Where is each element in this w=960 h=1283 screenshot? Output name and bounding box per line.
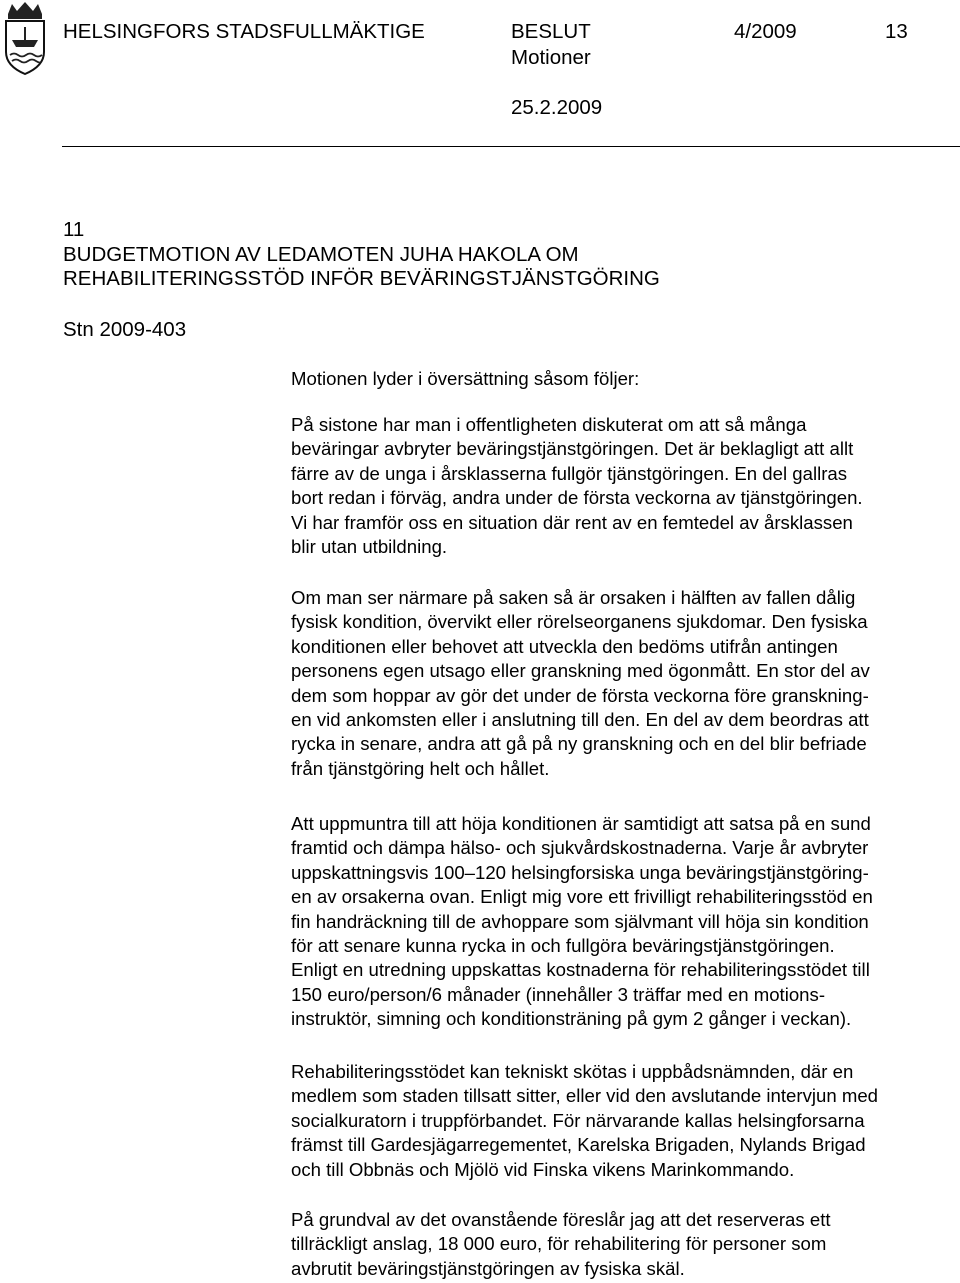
paragraph-2-line: dem som hoppar av gör det under de första veckorna före granskning-	[291, 684, 869, 706]
diary-number: Stn 2009-403	[63, 318, 187, 341]
header-number: 4/2009	[734, 20, 797, 43]
paragraph-5	[291, 1208, 960, 1281]
paragraph-4-line: Rehabiliteringsstödet kan tekniskt skötas i uppbådsnämnden, där en	[291, 1061, 854, 1082]
paragraph-1-line: blir utan utbildning.	[291, 535, 448, 557]
paragraph-2-line: konditionen eller behovet att utveckla den bedöms utifrån antingen	[291, 635, 838, 657]
header-date: 25.2.2009	[511, 96, 603, 119]
item-number: 11	[63, 218, 85, 241]
paragraph-1	[291, 413, 960, 559]
paragraph-2-line: personens egen utsago eller granskning med ögonmått. En stor del av	[291, 660, 870, 682]
paragraph-3	[291, 812, 960, 1032]
paragraph-5-line: avbrutit beväringstjänstgöringen av fysiska skäl.	[291, 1257, 685, 1279]
item-title-line-2: REHABILITERINGSSTÖD INFÖR BEVÄRINGSTJÄNSTGÖRING	[63, 267, 660, 290]
paragraph-3-line: för att senare kunna rycka in och fullgöra beväringstjänstgöringen.	[291, 934, 835, 956]
intro-line: Motionen lyder i översättning såsom följer:	[291, 368, 640, 389]
paragraph-3-line: fin handräckning till de avhoppare som självmant vill höja sin kondition	[291, 910, 869, 932]
paragraph-3-line: Enligt en utredning uppskattas kostnaderna för rehabiliteringsstödet till	[291, 959, 870, 981]
paragraph-3-line: instruktör, simning och konditionsträning på gym 2 gånger i veckan).	[291, 1008, 852, 1030]
paragraph-2	[291, 586, 960, 781]
paragraph-2-line: fysisk kondition, övervikt eller rörelseorganens sjukdomar. Den fysiska	[291, 611, 868, 633]
paragraph-2-line: Om man ser närmare på saken så är orsaken i hälften av fallen dålig	[291, 587, 856, 608]
header-doc-type: BESLUT	[511, 20, 591, 43]
paragraph-1-line: Vi har framför oss en situation där rent av en femtedel av årsklassen	[291, 511, 853, 533]
paragraph-3-line: 150 euro/person/6 månader (innehåller 3 träffar med en motions-	[291, 983, 826, 1005]
paragraph-2-line: en vid ankomsten eller i anslutning till den. En del av dem beordras att	[291, 708, 869, 730]
helsinki-crest-logo	[2, 0, 48, 76]
paragraph-4-line: medlem som staden tillsatt sitter, eller vid den avslutande intervjun med	[291, 1085, 879, 1107]
paragraph-2-line: från tjänstgöring helt och hållet.	[291, 757, 550, 779]
paragraph-5-line: På grundval av det ovanstående föreslår jag att det reserveras ett	[291, 1209, 831, 1230]
paragraph-3-line: uppskattningsvis 100–120 helsingforsiska unga beväringstjänstgöring-	[291, 861, 869, 883]
paragraph-3-line: framtid och dämpa hälso- och sjukvårdskostnaderna. Varje år avbryter	[291, 837, 869, 859]
paragraph-2-line: rycka in senare, andra att gå på ny granskning och en del blir befriade	[291, 733, 867, 755]
paragraph-1-line: beväringar avbryter beväringstjänstgöringen. Det är beklagligt att allt	[291, 438, 854, 460]
header-page-number: 13	[885, 20, 908, 43]
item-title-line-1: BUDGETMOTION AV LEDAMOTEN JUHA HAKOLA OM	[63, 242, 579, 266]
paragraph-1-line: färre av de unga i årsklasserna fullgör tjänstgöringen. En del gallras	[291, 462, 848, 484]
header-divider	[62, 146, 960, 147]
paragraph-1-line: bort redan i förväg, andra under de första veckorna av tjänstgöringen.	[291, 487, 863, 509]
paragraph-4-line: socialkuratorn i truppförbandet. För närvarande kallas helsingforsarna	[291, 1109, 865, 1131]
paragraph-4-line: och till Obbnäs och Mjölö vid Finska vikens Marinkommando.	[291, 1158, 795, 1180]
paragraph-5-line: tillräckligt anslag, 18 000 euro, för rehabilitering för personer som	[291, 1233, 827, 1255]
item-heading	[63, 218, 660, 292]
paragraph-4-line: främst till Gardesjägarregementet, Karelska Brigaden, Nylands Brigad	[291, 1134, 866, 1156]
header-section: Motioner	[511, 46, 591, 69]
header-org: HELSINGFORS STADSFULLMÄKTIGE	[63, 20, 425, 43]
paragraph-3-line: Att uppmuntra till att höja konditionen är samtidigt att satsa på en sund	[291, 813, 871, 834]
intro-paragraph	[291, 367, 960, 391]
paragraph-1-line: På sistone har man i offentligheten diskuterat om att så många	[291, 414, 807, 435]
paragraph-4	[291, 1060, 960, 1182]
paragraph-3-line: en av orsakerna ovan. Enligt mig vore ett frivilligt rehabiliteringsstöd en	[291, 886, 873, 908]
